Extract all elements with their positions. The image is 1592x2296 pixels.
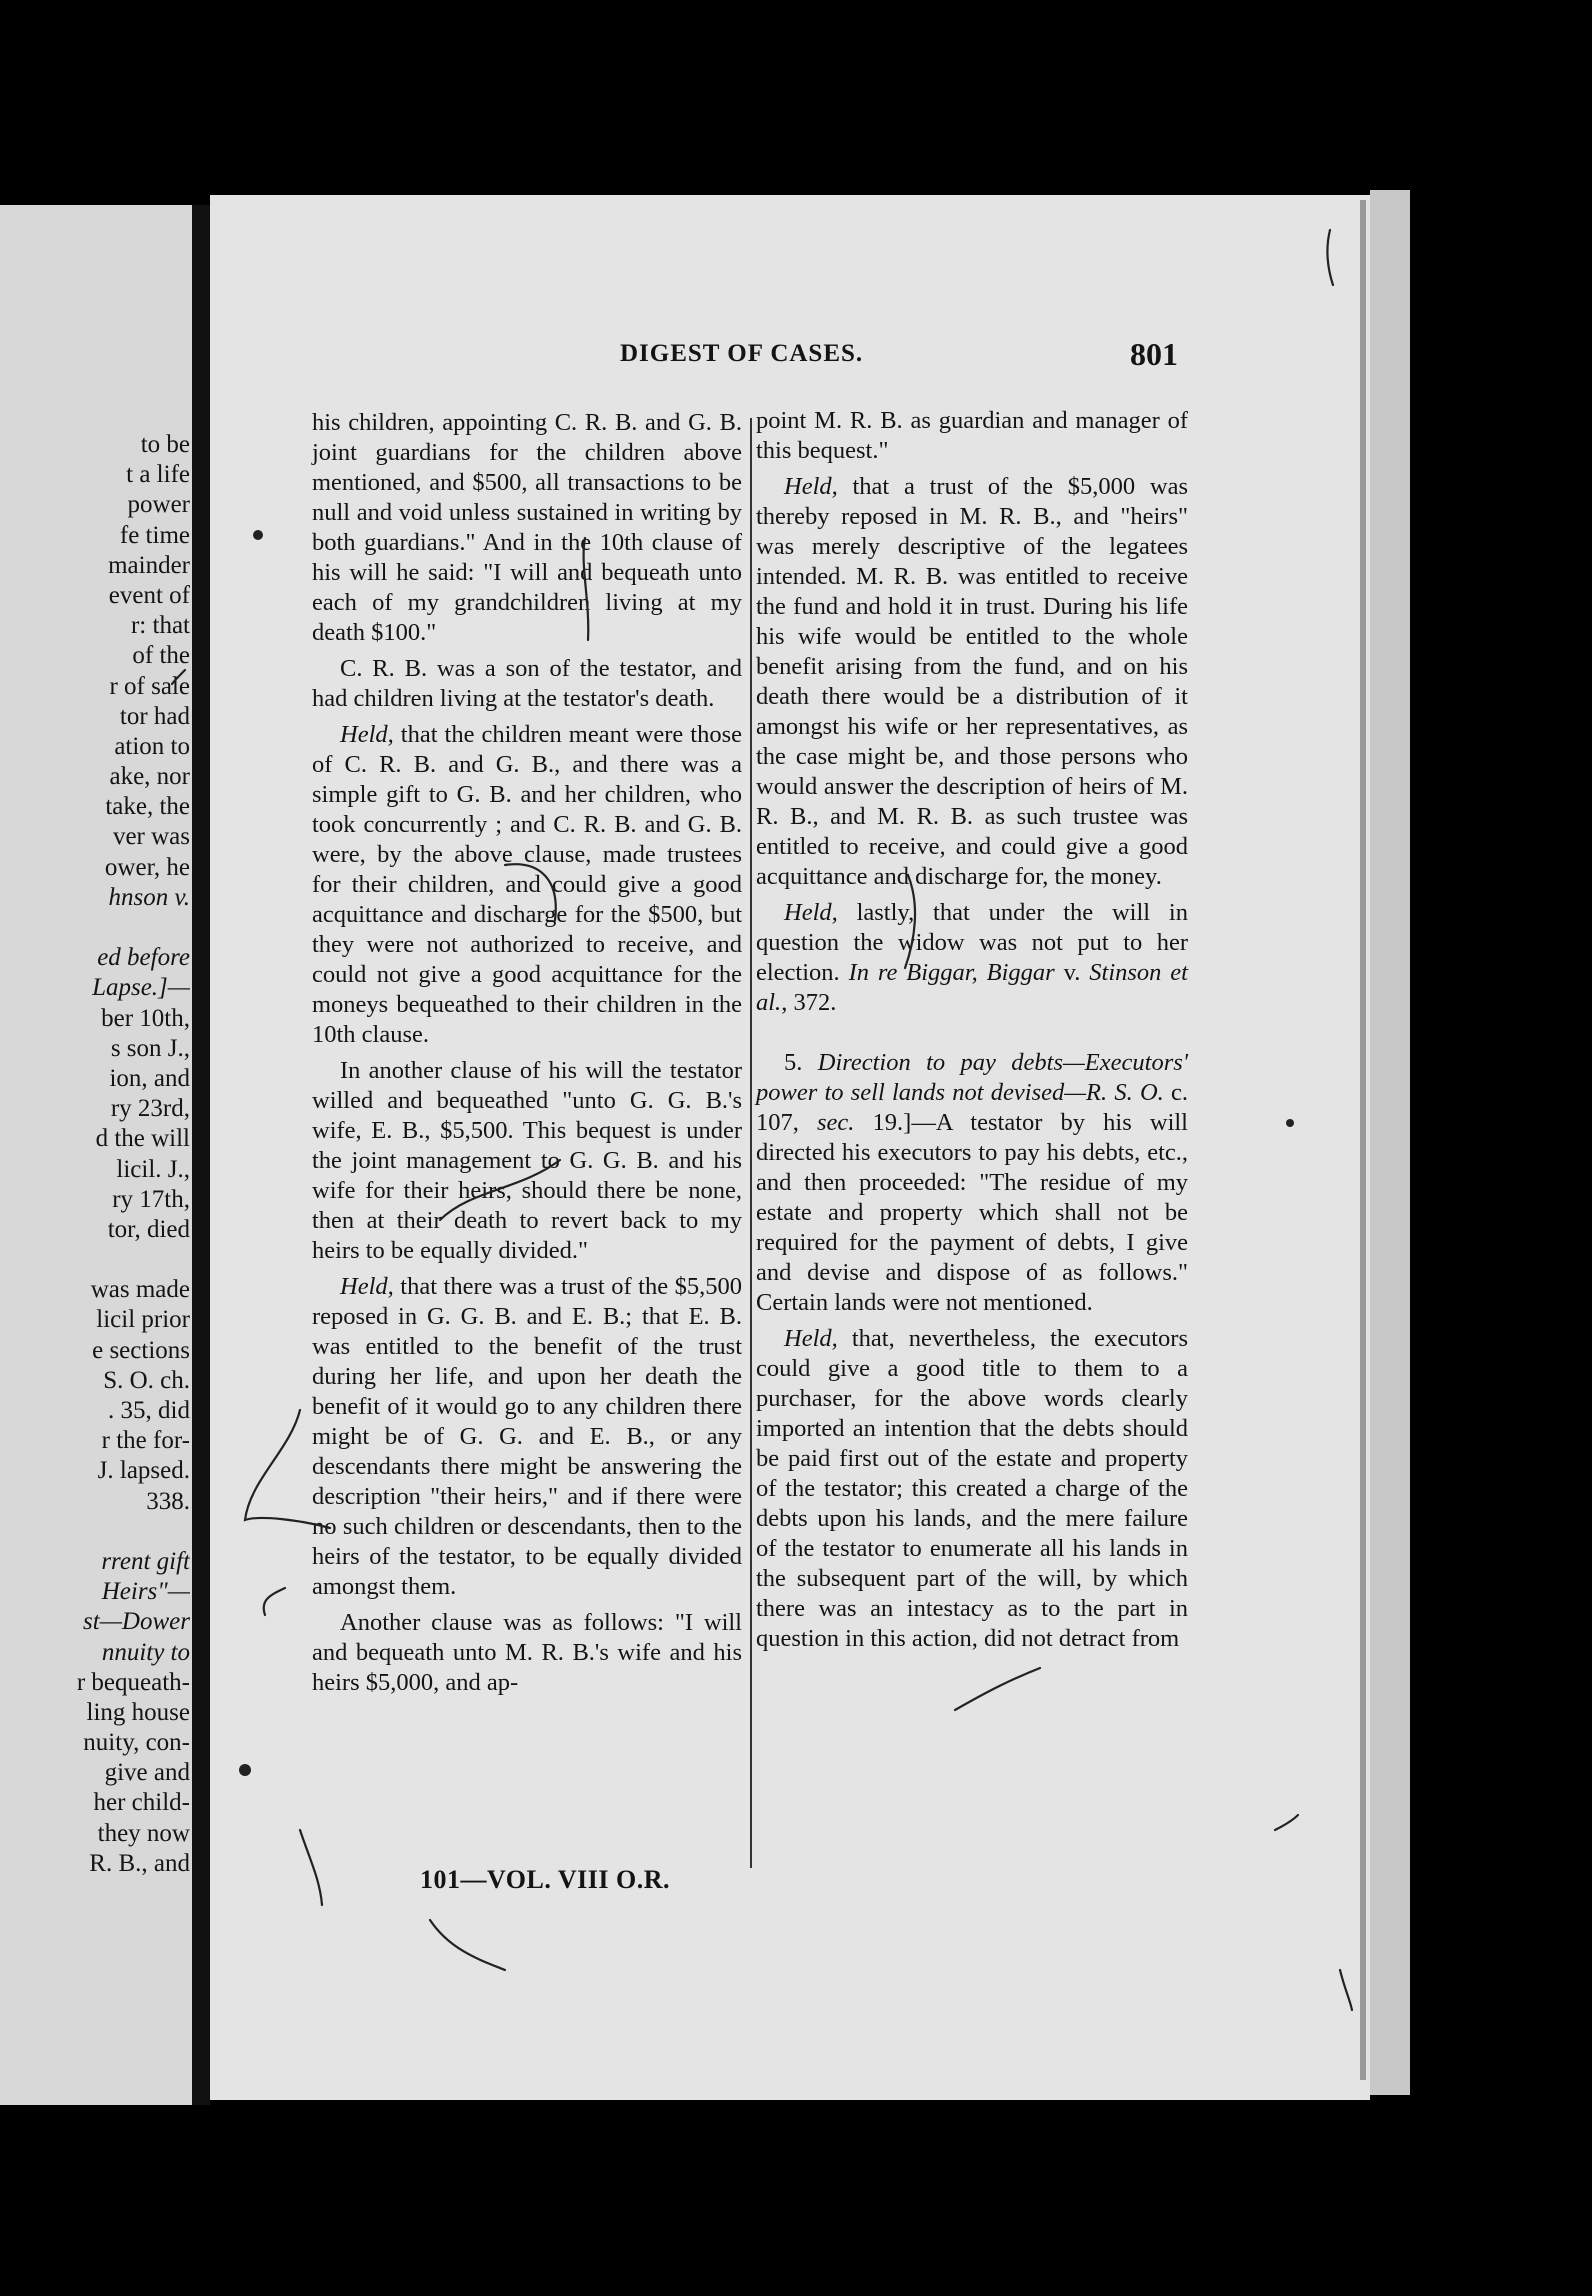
left-page-line: tor had [119,702,190,730]
left-page-line: ower, he [104,853,190,881]
paragraph-text: that, nevertheless, the executors could give a good title to them to a purchaser, for the above words clearly imported an intention that the debts should be paid first out of the estate and property of the testator; this created a charge of the debts upon his lands, and the mere failure of the testator to enumerate all his lands in the subsequent part of the will, by which there was an intestacy as to the part in question in this action, did not detract from [756,1325,1188,1652]
left-page-line: nnuity to [101,1638,190,1666]
pencil-stroke [440,1160,560,1220]
signature-mark: 101—VOL. VIII O.R. [420,1865,670,1894]
statute-sec: sec. [817,1109,855,1136]
pencil-stroke [905,875,915,968]
left-page-line: R. B., and [89,1849,190,1877]
held-label: Held, [784,1325,838,1352]
left-page-line: they now [97,1819,190,1847]
pencil-stroke [264,1588,285,1615]
left-page-line: ling house [86,1698,190,1726]
pencil-stroke [430,1920,505,1970]
left-page-line: st—Dower [83,1608,190,1636]
left-page-line: ver was [112,823,190,851]
left-page-line: Lapse.]— [92,974,190,1002]
ink-spot [1286,1119,1294,1127]
citation-versus: v. [1054,959,1090,986]
left-page-line: S. O. ch. [103,1366,190,1394]
left-page-line: licil. J., [116,1155,190,1183]
paragraph: point M. R. B. as guardian and manager of this bequest." [756,407,1188,464]
pencil-stroke [584,538,589,640]
paragraph-text: that the children meant were those of C. R. B. and G. B., and there was a simple gift to G. B. and her children, who took concurrently ; and C. R. B. and G. B. were, by the above clause, made trustees for their children, and could give a good acquittance and discharge for the $500, but they were not authorized to receive, and could not give a good acquittance for the moneys bequeathed to their children in the 10th clause. [312,721,742,1048]
pencil-stroke [1340,1970,1352,2010]
left-page-line: ation to [114,732,190,760]
paragraph-text: 19.]—A testator by his will directed his executors to pay his debts, etc., and then proceeded: "The residue of my estate and property which shall not be required for the payment of debts, I give and devise and dispose of as follows." Certain lands were not mentioned. [756,1109,1188,1316]
left-page-line: 338. [146,1487,190,1515]
left-page-line: ed before [97,944,190,972]
left-page-line: fe time [119,521,190,549]
ink-spot [253,530,263,540]
page-number: 801 [1130,336,1178,372]
left-page-line: to be [140,431,190,458]
left-page-line: take, the [105,793,190,821]
left-page-line: . 35, did [108,1397,190,1424]
left-page-line: was made [90,1276,190,1304]
left-page-line: nuity, con- [83,1729,190,1757]
left-page-line: Heirs"— [101,1578,190,1606]
left-page-line: s son J., [110,1034,190,1062]
left-page-line: licil prior [96,1306,190,1334]
left-page-line: e sections [92,1336,190,1364]
left-page-line: mainder [108,551,190,579]
case-citation: In re Biggar, Biggar [848,959,1055,986]
citation-page: , 372. [781,989,837,1016]
case-citation: Stinson et al. [756,959,1188,1016]
left-page-line: ion, and [109,1064,190,1092]
held-label: Held, [784,473,838,500]
left-page-line: r of sale [109,672,190,700]
paragraph: C. R. B. was a son of the testator, and had children living at the testator's death. [312,655,742,712]
left-page-line: hnson v. [108,883,190,911]
left-page-line: of the [132,642,190,670]
left-page-line: ry 17th, [112,1185,190,1213]
pencil-stroke [505,864,556,920]
left-page-line: power [127,491,190,519]
left-page-line: d the will [95,1125,190,1153]
section-number: 5. [784,1049,818,1076]
pencil-stroke [245,1410,330,1528]
pencil-stroke [172,670,185,684]
paragraph: Another clause was as follows: "I will and bequeath unto M. R. B.'s wife and his heirs $5,000, and ap- [312,1609,742,1696]
paragraph: his children, appointing C. R. B. and G. B. joint guardians for the children above mentioned, and $500, all transactions to be null and void unless sustained in writing by both guardians." And in the 10th clause of his will he said: "I will and bequeath unto each of my grandchildren living at my death $100." [312,409,742,646]
pencil-stroke [300,1830,322,1905]
left-page-line: rrent gift [101,1547,190,1575]
left-page-line: J. lapsed. [97,1457,190,1485]
left-page-line: event of [108,581,190,609]
section-heading: Direction to pay debts—Executors' power to sell lands not devised—R. S. O. [756,1049,1188,1106]
page-header-title: DIGEST OF CASES. [620,340,864,367]
held-label: Held, [784,899,838,926]
statute-chapter: c. 107, [756,1079,1188,1136]
left-page-line: ber 10th, [101,1004,190,1032]
left-page-line: ry 23rd, [110,1095,190,1123]
left-page-line: r: that [130,612,190,640]
paragraph: In another clause of his will the testator willed and bequeathed "unto G. G. B.'s wife, E. B., $5,500. This bequest is under the joint management to G. G. B. and his wife for their heirs, should there be none, then at their death to revert back to my heirs to be equally divided." [312,1057,742,1264]
left-page-line: t a life [126,461,190,489]
held-label: Held, [340,1273,394,1300]
paragraph-text: lastly, that under the will in question the widow was not put to her election. [756,899,1188,986]
pencil-stroke [1327,230,1333,285]
left-page-line: r bequeath- [76,1668,190,1696]
left-page-line: give and [104,1759,190,1787]
left-page-line: tor, died [107,1215,190,1243]
left-page-line: her child- [93,1789,190,1817]
held-label: Held, [340,721,394,748]
paragraph-text: that there was a trust of the $5,500 reposed in G. G. B. and E. B.; that E. B. was entitled to the benefit of the trust during her life, and upon her death the benefit of it would go to any children there might be of G. G. and E. B., or any descendants there might be answering the description "their heirs," and if there were no such children or descendants, then to the heirs of the testator, to be equally divided amongst them. [312,1273,742,1600]
left-page-line: ake, nor [109,763,190,791]
ink-spot [239,1764,251,1776]
paragraph-text: that a trust of the $5,000 was thereby reposed in M. R. B., and "heirs" was merely descriptive of the legatees intended. M. R. B. was entitled to receive the fund and hold it in trust. During his life his wife would be entitled to the whole benefit arising from the fund, and on his death there would be a distribution of it amongst his wife or her representatives, as the case might be, and those persons who would answer the description of heirs of M. R. B., and M. R. B. as such trustee was entitled to receive, and could give a good acquittance and discharge for, the money. [756,473,1188,890]
left-page-line: r the for- [101,1427,190,1455]
pencil-stroke [955,1668,1040,1710]
pencil-stroke [1275,1815,1298,1830]
